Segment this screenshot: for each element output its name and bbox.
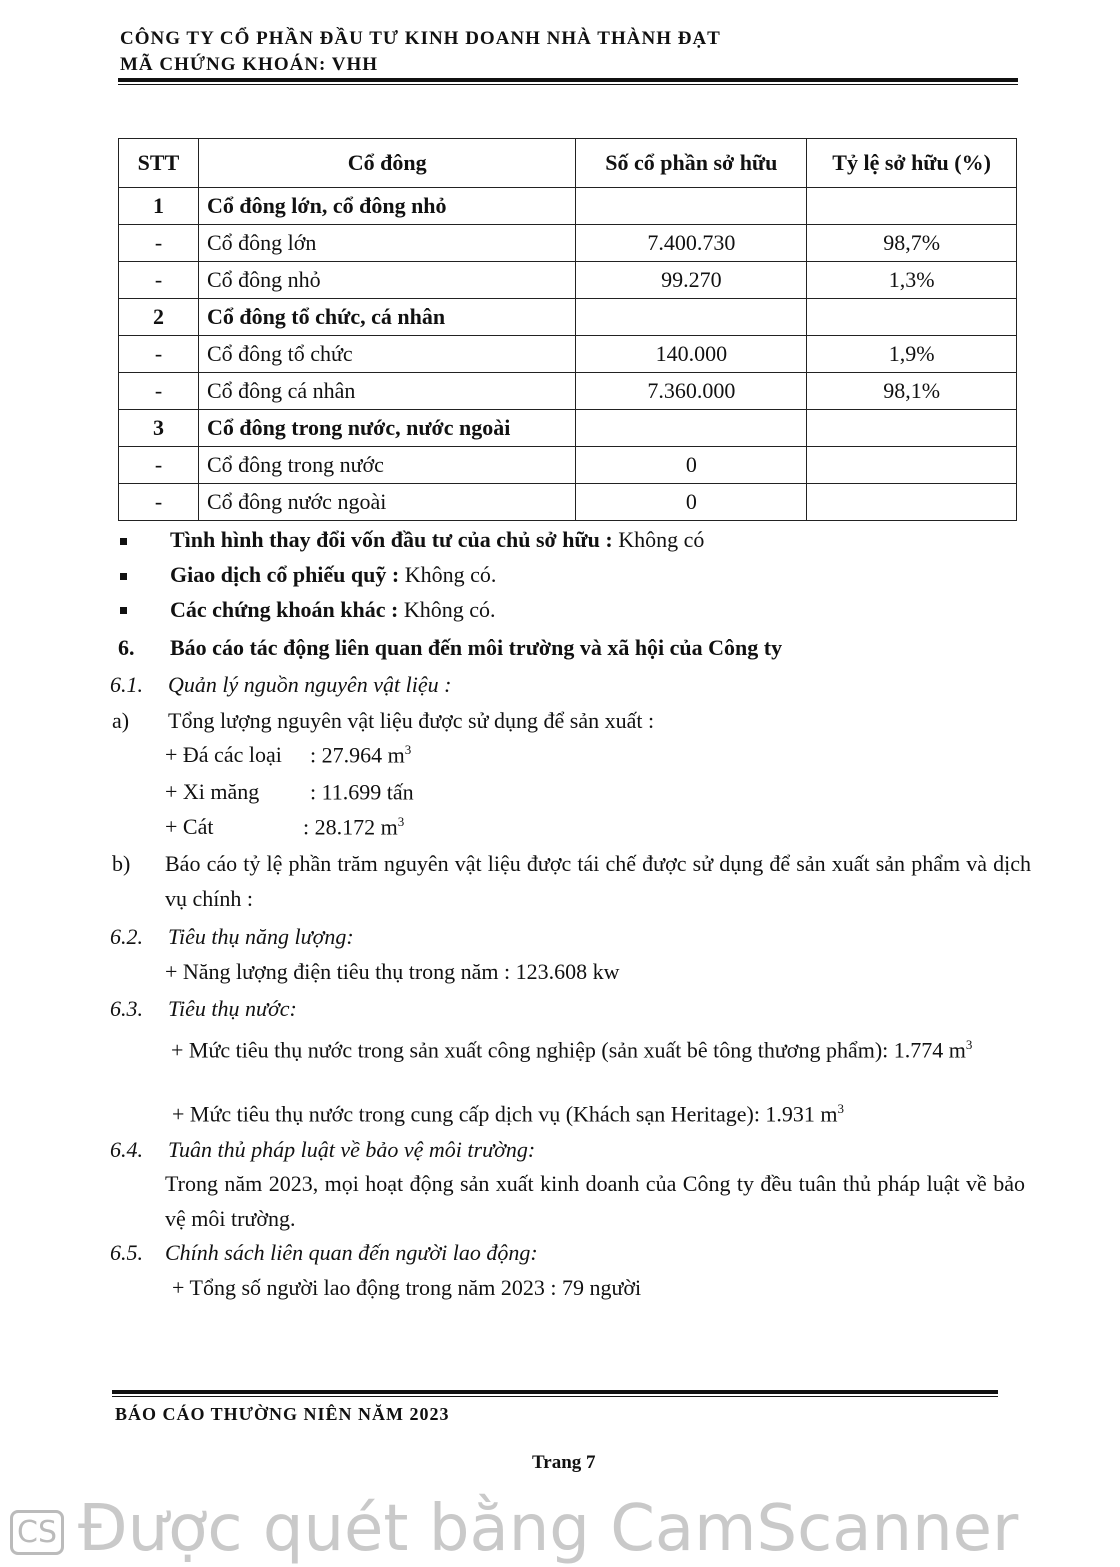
cell-ratio — [807, 484, 1017, 521]
cell-stt: - — [119, 484, 199, 521]
item-a-text: Tổng lượng nguyên vật liệu được sử dụng để sản xuất : — [168, 708, 655, 733]
section-6-4-number: 6.4. — [110, 1137, 143, 1162]
stock-code: MÃ CHỨNG KHOÁN: VHH — [120, 54, 379, 75]
cell-shareholder: Cổ đông tổ chức, cá nhân — [198, 299, 575, 336]
cell-shareholder: Cổ đông tổ chức — [198, 336, 575, 373]
section-6-number: 6. — [118, 635, 135, 660]
table-row — [119, 336, 1017, 373]
water-industrial: + Mức tiêu thụ nước trong sản xuất công nghiệp (sản xuất bê tông thương phẩm): 1.774 $m^3$ — [171, 1037, 973, 1063]
cell-shares: 140.000 — [576, 336, 807, 373]
header-rule — [118, 78, 1018, 82]
section-6-5-title: Chính sách liên quan đến người lao động: — [165, 1240, 538, 1265]
table-row — [119, 188, 1017, 225]
material-name: + Đá các loại — [165, 742, 282, 767]
section-6-5-number: 6.5. — [110, 1240, 143, 1265]
section-6-2-number: 6.2. — [110, 924, 143, 949]
cell-ratio — [807, 410, 1017, 447]
bullet-icon — [120, 607, 127, 614]
material-name: + Cát — [165, 814, 214, 839]
section-6-3-number: 6.3. — [110, 996, 143, 1021]
table-row — [119, 447, 1017, 484]
table-header-row — [119, 139, 1017, 188]
shareholder-table — [118, 138, 1017, 521]
energy-consumption: + Năng lượng điện tiêu thụ trong năm : 123.608 kw — [165, 959, 620, 984]
cell-shares — [576, 410, 807, 447]
table-row — [119, 225, 1017, 262]
table-row — [119, 299, 1017, 336]
bullet-icon — [120, 538, 127, 545]
camscanner-logo-icon: CS — [10, 1510, 64, 1555]
water-service: + Mức tiêu thụ nước trong cung cấp dịch vụ (Khách sạn Heritage): 1.931 $m^3$ — [172, 1101, 845, 1127]
cell-shareholder: Cổ đông nước ngoài — [198, 484, 575, 521]
environment-compliance-text: Trong năm 2023, mọi hoạt động sản xuất kinh doanh của Công ty đều tuân thủ pháp luật về bảo vệ môi trường. — [165, 1171, 1025, 1231]
cell-shareholder: Cổ đông nhỏ — [198, 262, 575, 299]
col-header-ratio: Tỷ lệ sở hữu (%) — [807, 139, 1017, 188]
material-value: : 11.699 tấn — [310, 779, 414, 805]
col-header-shareholder: Cổ đông — [198, 139, 575, 188]
cell-ratio: 98,7% — [807, 225, 1017, 262]
section-6-title: Báo cáo tác động liên quan đến môi trường và xã hội của Công ty — [170, 635, 783, 660]
item-b-text: Báo cáo tỷ lệ phần trăm nguyên vật liệu được tái chế được sử dụng để sản xuất sản phẩm và dịch vụ chính : — [165, 851, 1031, 911]
bullet-item: Tình hình thay đổi vốn đầu tư của chủ sở hữu : Không có — [170, 527, 705, 552]
cell-shareholder: Cổ đông lớn — [198, 225, 575, 262]
footer-rule — [112, 1390, 998, 1394]
camscanner-watermark — [10, 1492, 1018, 1566]
cell-stt: 2 — [119, 299, 199, 336]
document-header — [120, 26, 721, 78]
cell-shareholder: Cổ đông trong nước — [198, 447, 575, 484]
cell-stt: - — [119, 225, 199, 262]
col-header-stt: STT — [119, 139, 199, 188]
cell-stt: - — [119, 373, 199, 410]
item-b-label: b) — [112, 851, 131, 876]
watermark-text: Được quét bằng CamScanner — [78, 1492, 1019, 1566]
cell-shareholder: Cổ đông cá nhân — [198, 373, 575, 410]
cell-shares: 7.400.730 — [576, 225, 807, 262]
table-row — [119, 484, 1017, 521]
section-6-1-number: 6.1. — [110, 672, 143, 697]
table-row — [119, 410, 1017, 447]
cell-stt: 1 — [119, 188, 199, 225]
cell-shares: 0 — [576, 484, 807, 521]
bullet-item: Giao dịch cổ phiếu quỹ : Không có. — [170, 562, 497, 587]
bullet-item: Các chứng khoán khác : Không có. — [170, 597, 496, 622]
cell-stt: 3 — [119, 410, 199, 447]
cell-shareholder: Cổ đông trong nước, nước ngoài — [198, 410, 575, 447]
cell-shares: 7.360.000 — [576, 373, 807, 410]
table-row — [119, 262, 1017, 299]
cell-ratio: 98,1% — [807, 373, 1017, 410]
cell-ratio — [807, 447, 1017, 484]
company-name: CÔNG TY CỔ PHẦN ĐẦU TƯ KINH DOANH NHÀ THÀNH ĐẠT — [120, 28, 721, 49]
cell-ratio — [807, 299, 1017, 336]
cell-ratio: 1,9% — [807, 336, 1017, 373]
section-6-2-title: Tiêu thụ năng lượng: — [168, 924, 354, 949]
cell-shares: 0 — [576, 447, 807, 484]
table-row — [119, 373, 1017, 410]
page-number: Trang 7 — [532, 1452, 596, 1473]
cell-ratio: 1,3% — [807, 262, 1017, 299]
labor-count: + Tổng số người lao động trong năm 2023 : 79 người — [172, 1275, 642, 1300]
material-value: : 27.964 $m^3$ — [310, 742, 412, 768]
material-value: : 28.172 $m^3$ — [303, 814, 405, 840]
item-a-label: a) — [112, 708, 130, 733]
section-6-4-title: Tuân thủ pháp luật về bảo vệ môi trường: — [168, 1137, 536, 1162]
header-rule-thin — [118, 84, 1018, 85]
cell-shares: 99.270 — [576, 262, 807, 299]
cell-shareholder: Cổ đông lớn, cổ đông nhỏ — [198, 188, 575, 225]
cell-shares — [576, 299, 807, 336]
section-6-1-title: Quản lý nguồn nguyên vật liệu : — [168, 672, 452, 697]
cell-stt: - — [119, 336, 199, 373]
cell-shares — [576, 188, 807, 225]
footer-report-title: BÁO CÁO THƯỜNG NIÊN NĂM 2023 — [115, 1404, 450, 1424]
material-name: + Xi măng — [165, 779, 260, 804]
cell-stt: - — [119, 262, 199, 299]
col-header-shares: Số cổ phần sở hữu — [576, 139, 807, 188]
cell-stt: - — [119, 447, 199, 484]
section-6-3-title: Tiêu thụ nước: — [168, 996, 297, 1021]
cell-ratio — [807, 188, 1017, 225]
footer-rule-thin — [112, 1396, 998, 1397]
bullet-icon — [120, 573, 127, 580]
